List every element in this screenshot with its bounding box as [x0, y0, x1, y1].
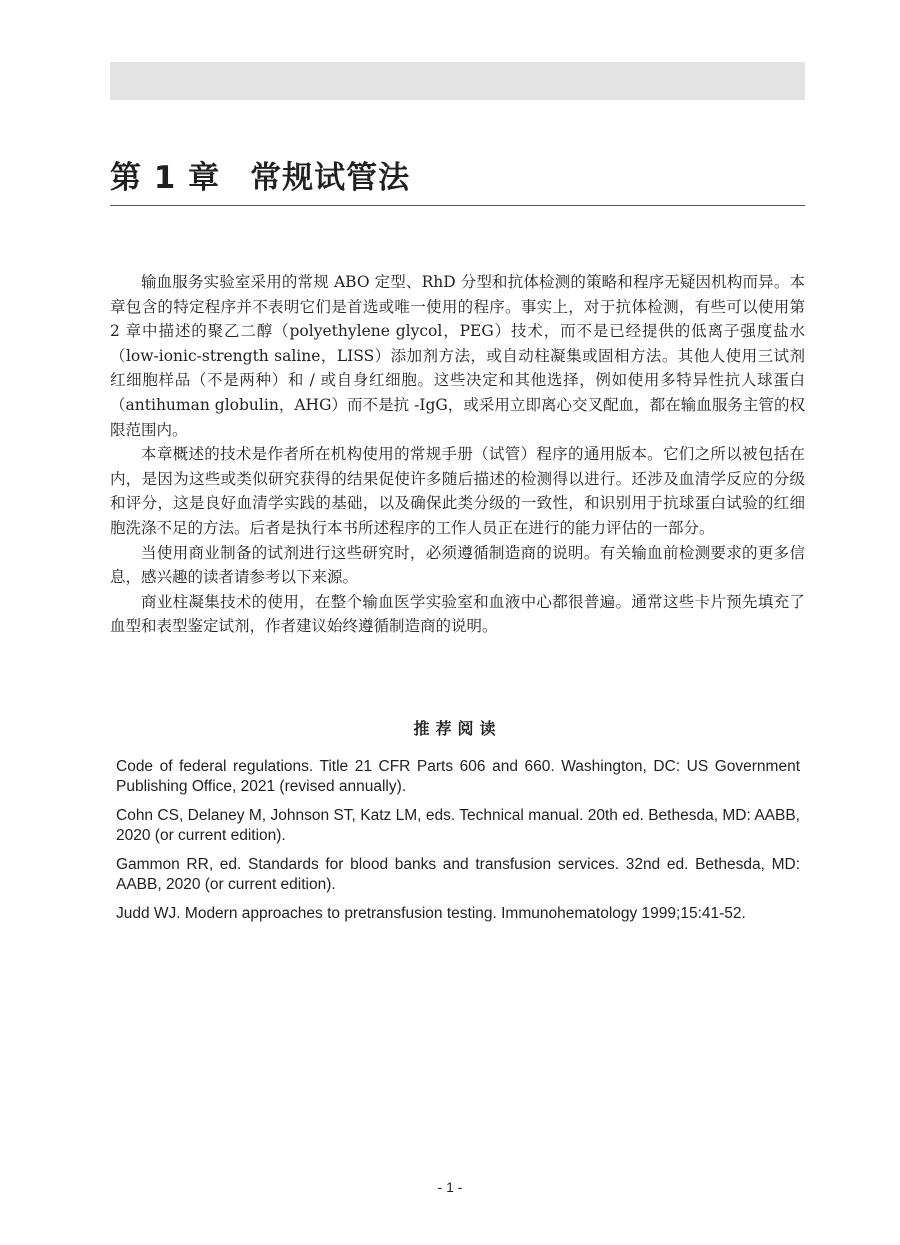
running-header-band — [110, 62, 805, 100]
body-paragraph: 输血服务实验室采用的常规 ABO 定型、RhD 分型和抗体检测的策略和程序无疑因机构而异。本章包含的特定程序并不表明它们是首选或唯一使用的程序。事实上，对于抗体检测，有些可以使用第 2 章中描述的聚乙二醇（polyethylene glycol，PEG）技术，而不是已经提供的低离子强度盐水（low-ionic-strength saline，LISS）添加剂方法，或自动柱凝集或固相方法。其他人使用三试剂红细胞样品（不是两种）和 / 或自身红细胞。这些决定和其他选择，例如使用多特异性抗人球蛋白（antihuman globulin，AHG）而不是抗 -IgG，或采用立即离心交叉配血，都在输血服务主管的权限范围内。 — [110, 273, 805, 439]
title-underline — [110, 205, 805, 206]
chapter-number: 第 1 章 — [110, 160, 221, 196]
reference-item: Gammon RR, ed. Standards for blood banks and transfusion services. 32nd ed. Bethesda, MD: AABB, 2020 (or current edition). — [116, 856, 800, 893]
chapter-title — [110, 158, 410, 198]
body-text — [110, 270, 805, 639]
reference-item: Code of federal regulations. Title 21 CFR Parts 606 and 660. Washington, DC: US Government Publishing Office, 2021 (revised annually). — [116, 758, 800, 795]
page-number: - 1 - — [437, 1179, 463, 1195]
recommended-reading-heading: 推荐阅读 — [413, 719, 502, 738]
reference-list — [116, 757, 800, 934]
body-paragraph: 本章概述的技术是作者所在机构使用的常规手册（试管）程序的通用版本。它们之所以被包括在内，是因为这些或类似研究获得的结果促使许多随后描述的检测得以进行。还涉及血清学反应的分级和评分，这是良好血清学实践的基础，以及确保此类分级的一致性，和识别用于抗球蛋白试验的红细胞洗涤不足的方法。后者是执行本书所述程序的工作人员正在进行的能力评估的一部分。 — [110, 445, 805, 537]
reference-item: Cohn CS, Delaney M, Johnson ST, Katz LM, eds. Technical manual. 20th ed. Bethesda, MD: AABB, 2020 (or current edition). — [116, 807, 800, 844]
chapter-name: 常规试管法 — [250, 160, 411, 196]
body-paragraph: 当使用商业制备的试剂进行这些研究时，必须遵循制造商的说明。有关输血前检测要求的更多信息，感兴趣的读者请参考以下来源。 — [110, 543, 805, 587]
body-paragraph: 商业柱凝集技术的使用，在整个输血医学实验室和血液中心都很普遍。通常这些卡片预先填充了血型和表型鉴定试剂，作者建议始终遵循制造商的说明。 — [110, 592, 805, 636]
reference-item: Judd WJ. Modern approaches to pretransfusion testing. Immunohematology 1999;15:41-52. — [116, 905, 746, 922]
